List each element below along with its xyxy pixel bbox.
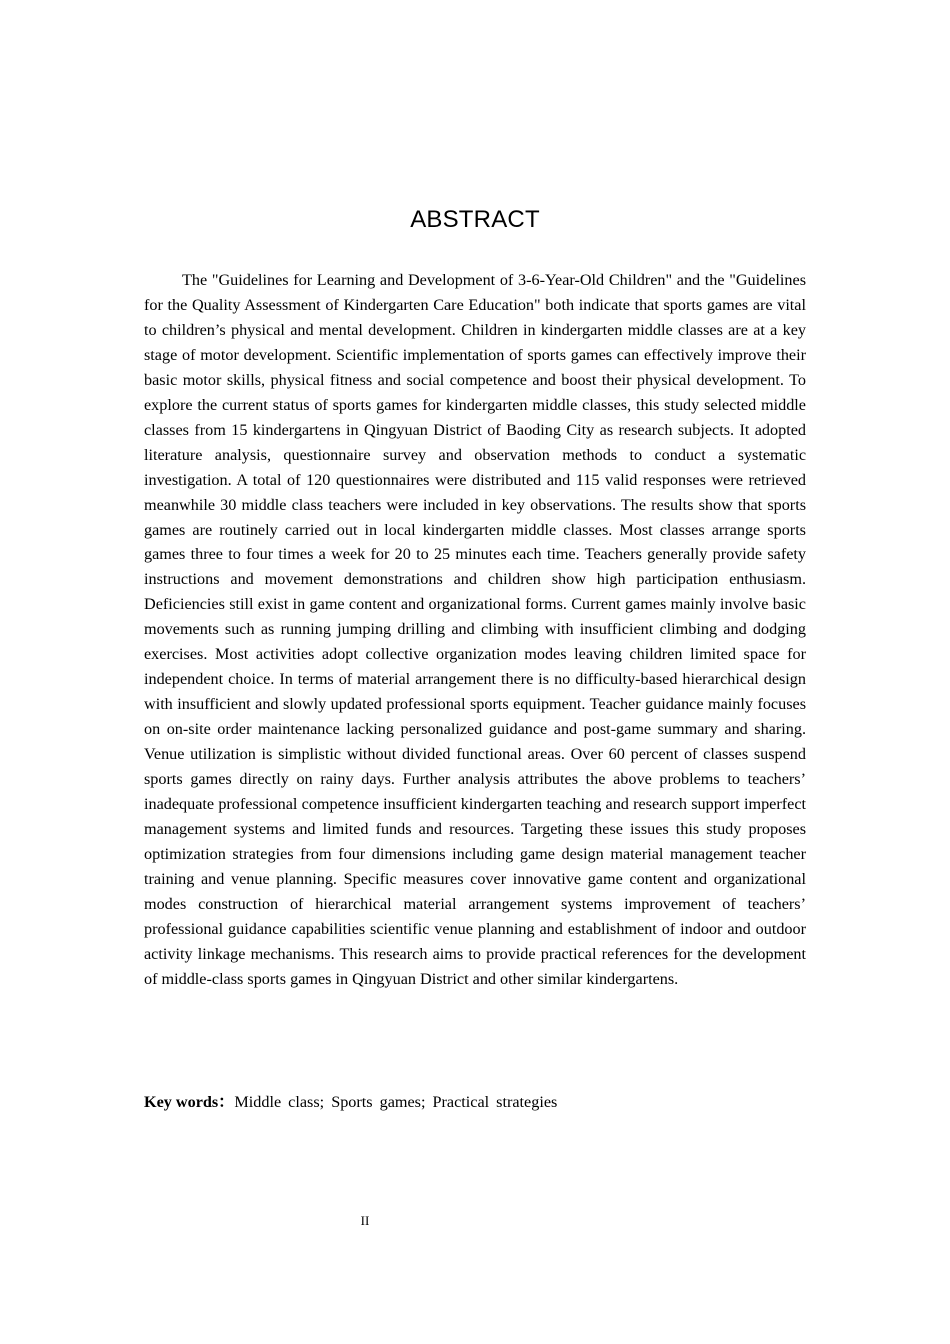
page-number: II	[360, 1213, 370, 1228]
keywords-label: Key words：	[144, 1093, 235, 1111]
abstract-heading: ABSTRACT	[410, 206, 540, 233]
abstract-paragraph: The "Guidelines for Learning and Development of 3-6-Year-Old Children" and the "Guidelines for the Quality Assessment of Kindergarten Care Education" both indicate that sports games are vital to children’s physical and mental development. Children in kindergarten middle classes are at a key stage of motor development. Scientific implementation of sports games can effectively improve their basic motor skills, physical fitness and social competence and boost their physical development. To explore the current status of sports games for kindergarten middle classes, this study selected middle classes from 15 kindergartens in Qingyuan District of Baoding City as research subjects. It adopted literature analysis, questionnaire survey and observation methods to conduct a systematic investigation. A total of 120 questionnaires were distributed and 115 valid responses were retrieved meanwhile 30 middle class teachers were included in key observations. The results show that sports games are routinely carried out in local kindergarten middle classes. Most classes arrange sports games three to four times a week for 20 to 25 minutes each time. Teachers generally provide safety instructions and movement demonstrations and children show high participation enthusiasm. Deficiencies still exist in game content and organizational forms. Current games mainly involve basic movements such as running jumping drilling and climbing with insufficient climbing and dodging exercises. Most activities adopt collective organization modes leaving children limited space for independent choice. In terms of material arrangement there is no difficulty-based hierarchical design with insufficient and slowly updated professional sports equipment. Teacher guidance mainly focuses on on-site order maintenance lacking personalized guidance and post-game summary and sharing. Venue utilization is simplistic without divided functional areas. Over 60 percent of classes suspend sports games directly on rainy days. Further analysis attributes the above problems to teachers’ inadequate professional competence insufficient kindergarten teaching and research support imperfect management systems and limited funds and resources. Targeting these issues this study proposes optimization strategies from four dimensions including game design material management teacher training and venue planning. Specific measures cover innovative game content and organizational modes construction of hierarchical material arrangement systems improvement of teachers’ professional guidance capabilities scientific venue planning and establishment of indoor and outdoor activity linkage mechanisms. This research aims to provide practical references for the development of middle-class sports games in Qingyuan District and other similar kindergartens.	[144, 271, 806, 988]
keywords-line	[144, 1090, 806, 1115]
keywords-value: Middle class; Sports games; Practical strategies	[234, 1093, 558, 1111]
